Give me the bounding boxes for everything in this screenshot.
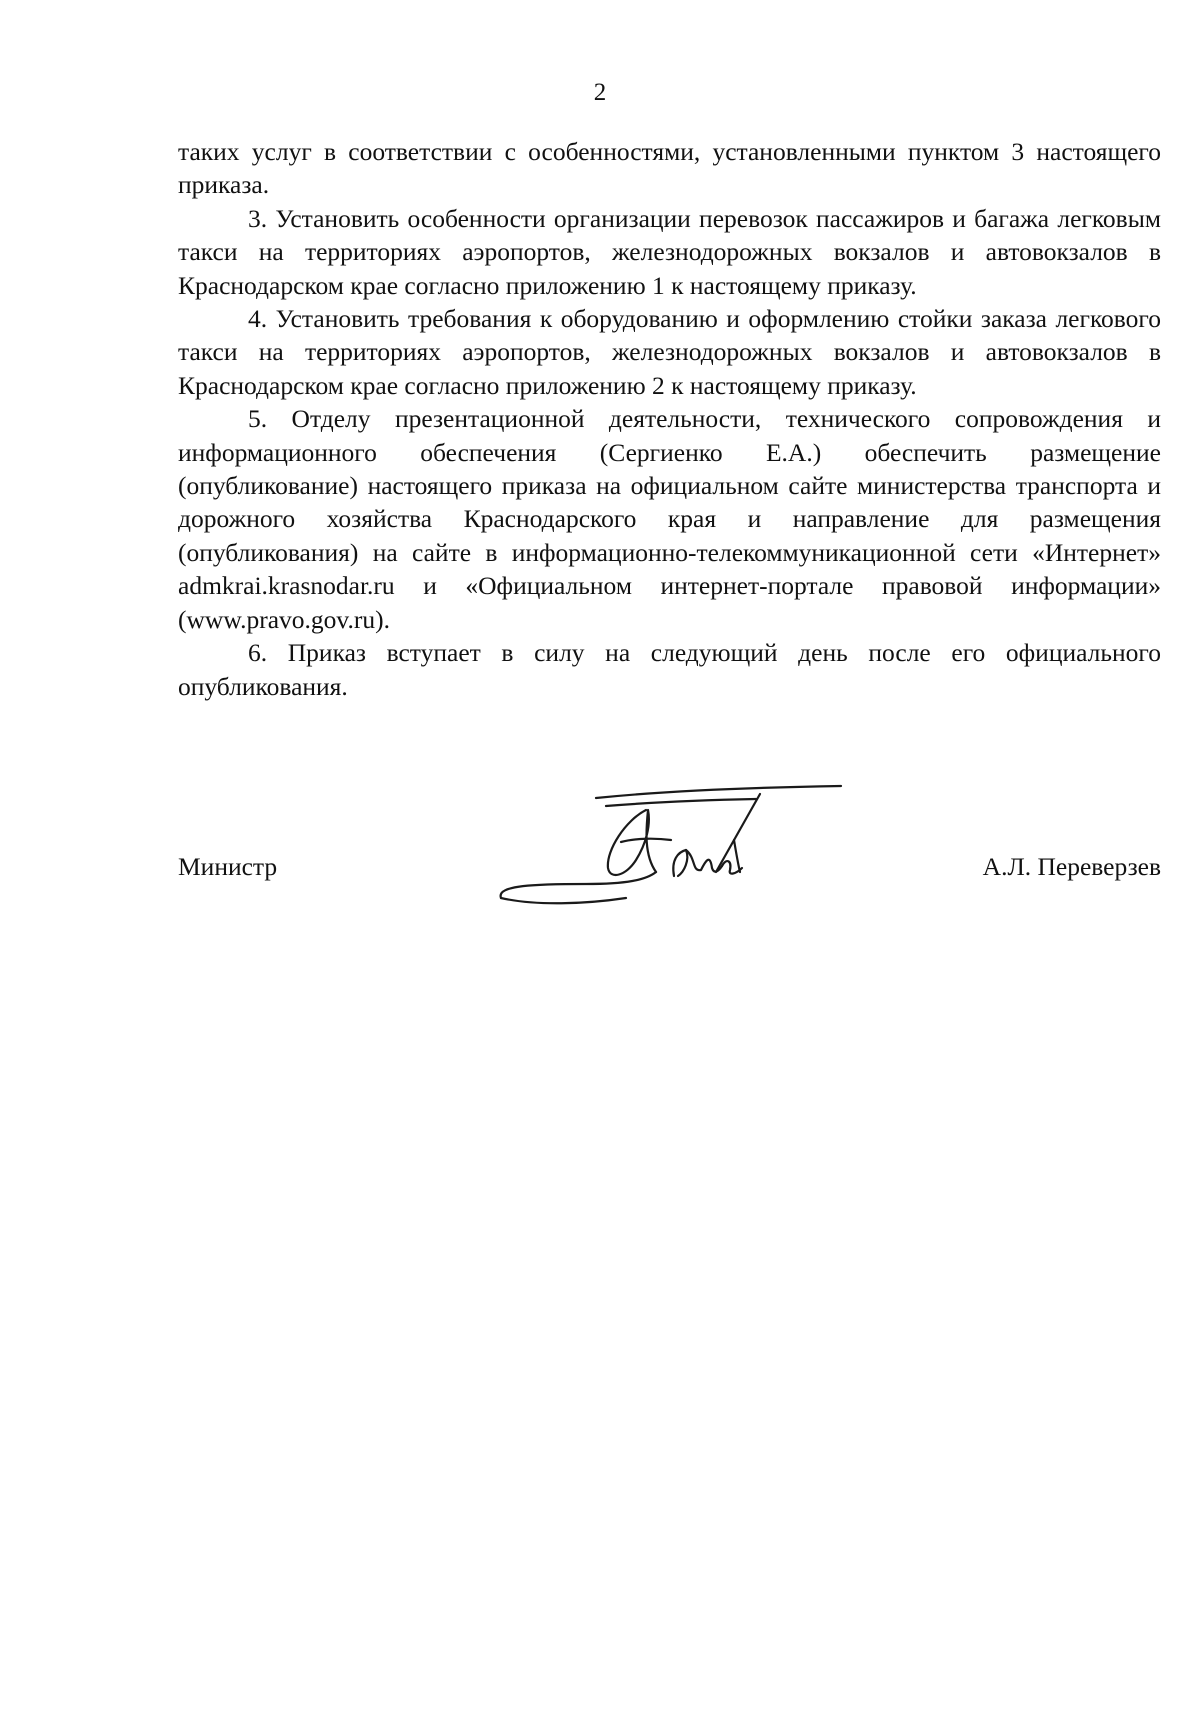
paragraph-item-6: 6. Приказ вступает в силу на следующий день после его официального опубликования.: [178, 638, 1161, 701]
signer-name: А.Л. Переверзев: [982, 852, 1161, 881]
page-number: 2: [593, 79, 607, 106]
signer-title: Министр: [178, 852, 278, 881]
paragraph-item-3: 3. Установить особенности организации перевозок пассажиров и багажа легковым такси на территориях аэропортов, железнодорожных вокзалов и автовокзалов в Краснодарском крае согласно приложению 1 к настоящему приказу.: [178, 203, 1161, 300]
paragraph-item-5: 5. Отделу презентационной деятельности, технического сопровождения и информационного обеспечения (Сергиенко Е.А.) обеспечить размещение (опубликование) настоящего приказа на официальном сайте министерства транспорта и дорожного хозяйства Краснодарского края и направление для размещения (опубликования) на сайте в информационно-телекоммуникационной сети «Интернет» admkrai.krasnodar.ru и «Официальном интернет-портале правовой информации» (www.pravo.gov.ru).: [178, 404, 1161, 634]
document-body: [178, 135, 1161, 703]
handwritten-signature: [496, 780, 846, 920]
signature-block: [178, 780, 1161, 930]
paragraph-continuation: таких услуг в соответствии с особенностями, установленными пунктом 3 настоящего приказа.: [178, 137, 1161, 200]
paragraph-item-4: 4. Установить требования к оборудованию и оформлению стойки заказа легкового такси на территориях аэропортов, железнодорожных вокзалов и автовокзалов в Краснодарском крае согласно приложению 2 к настоящему приказу.: [178, 304, 1161, 400]
